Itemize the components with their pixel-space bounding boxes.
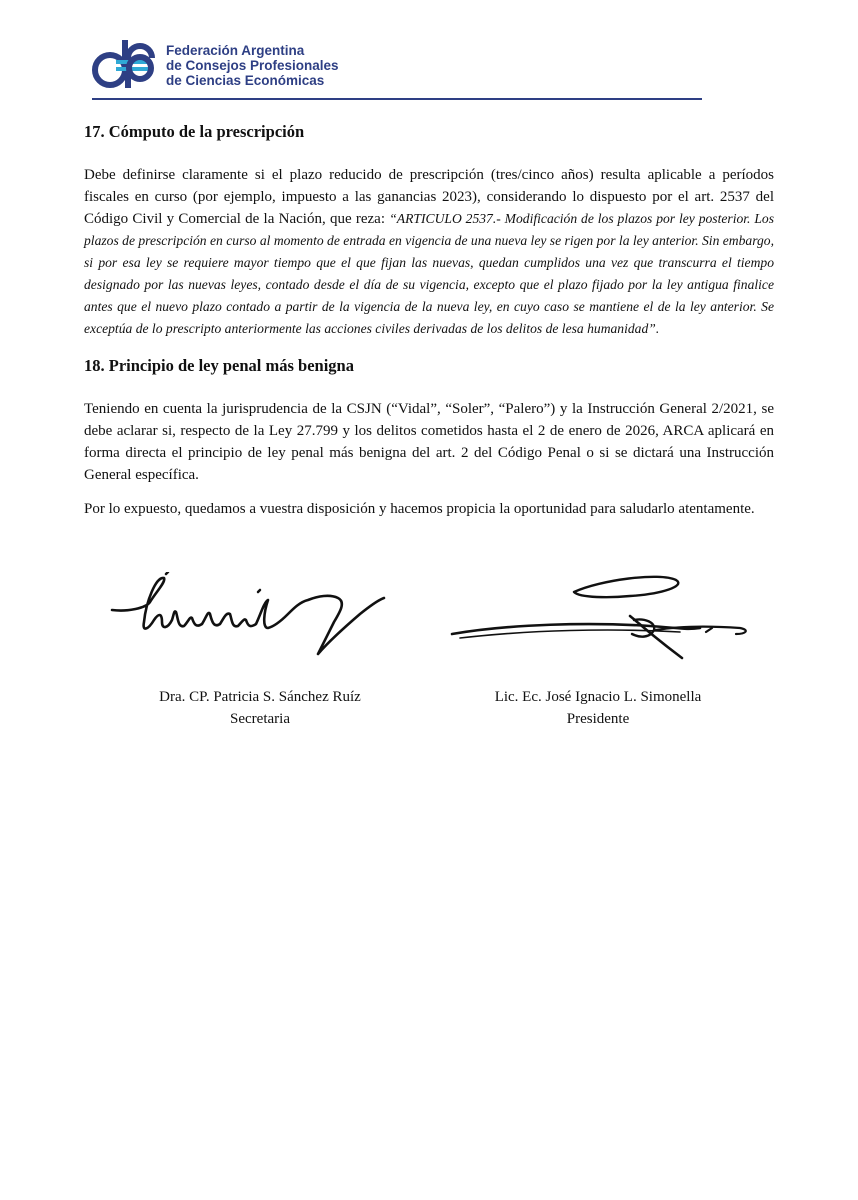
org-line-2: de Consejos Profesionales — [166, 58, 339, 73]
article-2537-quote: “ARTICULO 2537.- Modificación de los plazos por ley posterior. Los plazos de prescripción en curso al momento de entrada en vigencia de una nueva ley se rigen por la ley anterior. Sin embargo, si por esa ley se requiere mayor tiempo que el que fijan las nuevas, quedan cumplidos una vez que transcurra el tiempo designado por las nuevas leyes, contado desde el día de su vigencia, excepto que el plazo fijado por la ley antigua finalice antes que el nuevo plazo contado a partir de la vigencia de la nueva ley, en cuyo caso se mantiene el de la ley anterior. Se exceptúa de lo prescripto anteriormente las acciones civiles derivadas de los delitos de lesa humanidad”. — [84, 211, 774, 336]
signatory-right — [468, 686, 728, 730]
section-17-title: 17. Cómputo de la prescripción — [84, 122, 305, 141]
signatory-left-role: Secretaria — [230, 711, 290, 727]
signatory-left-name: Dra. CP. Patricia S. Sánchez Ruíz — [159, 689, 361, 705]
org-line-1: Federación Argentina — [166, 43, 305, 58]
section-17-body — [84, 164, 774, 340]
closing-paragraph: Por lo expuesto, quedamos a vuestra disposición y hacemos propicia la oportunidad para saludarlo atentamente. — [84, 501, 755, 517]
signatory-right-role: Presidente — [566, 711, 630, 727]
fapcce-logo — [90, 36, 160, 94]
organization-name — [166, 43, 339, 88]
signature-left — [108, 572, 388, 662]
section-18-title: 18. Principio de ley penal más benigna — [84, 356, 354, 375]
signature-right — [450, 572, 760, 662]
section-17-text: Debe definirse claramente si el plazo reducido de prescripción (tres/cinco años) resulta aplicable a períodos fiscales en curso (por ejemplo, impuesto a las ganancias 2023), considerando lo dispuesto por el art. 2537 del Código Civil y Comercial de la Nación, que reza: — [84, 167, 774, 227]
header-rule — [92, 98, 702, 100]
org-line-3: de Ciencias Económicas — [166, 73, 325, 88]
signatory-right-name: Lic. Ec. José Ignacio L. Simonella — [494, 689, 702, 705]
signatory-left — [130, 686, 390, 730]
section-18-body: Teniendo en cuenta la jurisprudencia de la CSJN (“Vidal”, “Soler”, “Palero”) y la Instrucción General 2/2021, se debe aclarar si, respecto de la Ley 27.799 y los delitos cometidos hasta el 2 de enero de 2026, ARCA aplicará en forma directa el principio de ley penal más benigna del art. 2 del Código Penal o si se dictará una Instrucción General específica. — [84, 401, 774, 483]
